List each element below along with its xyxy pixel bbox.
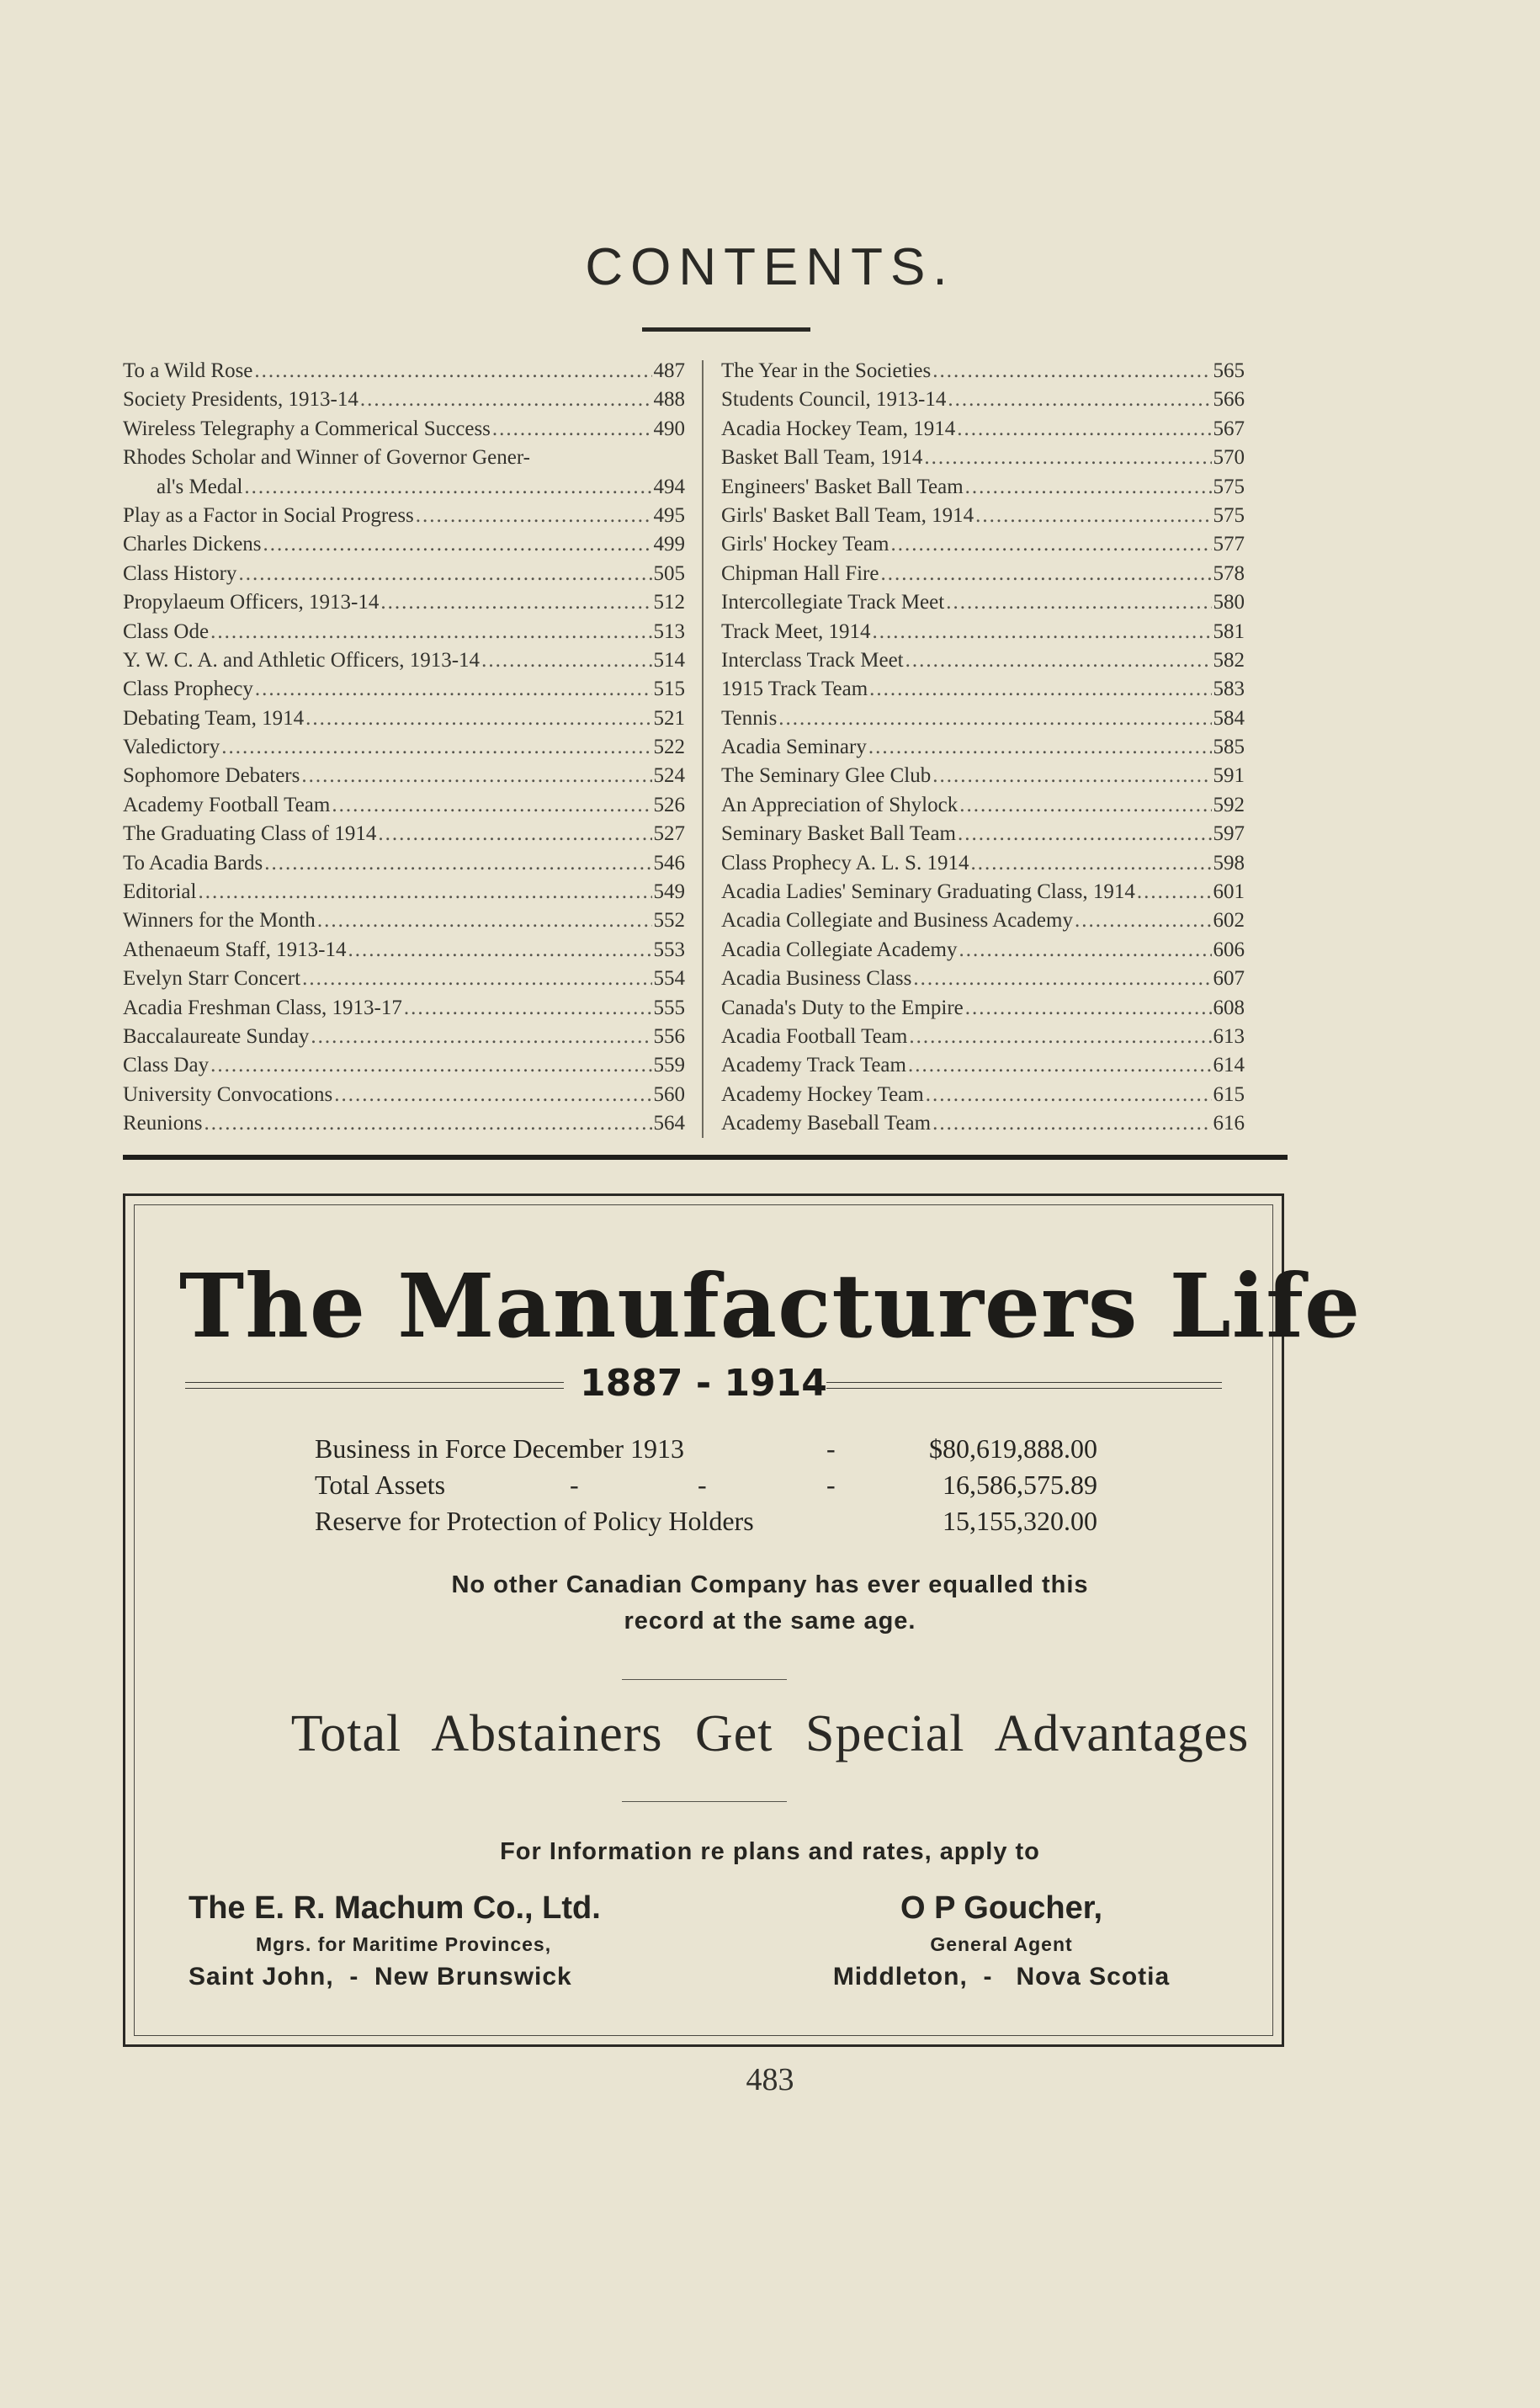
agent-left <box>189 1887 601 1995</box>
toc-entry-title: Girls' Basket Ball Team, 1914 <box>721 503 974 527</box>
toc-entry <box>721 473 1245 502</box>
toc-entry-title: Acadia Collegiate Academy <box>721 938 958 961</box>
toc-entry <box>721 560 1245 588</box>
ad-divider <box>622 1801 787 1802</box>
toc-leader-dots <box>244 473 651 502</box>
toc-leader-dots <box>492 415 652 444</box>
toc-entry-title: Sophomore Debaters <box>123 764 300 788</box>
toc-entry <box>721 1081 1245 1109</box>
toc-entry <box>123 444 685 472</box>
toc-entry-title: Chipman Hall Fire <box>721 561 879 585</box>
toc-entry-title: To a Wild Rose <box>123 359 253 382</box>
agent-role: Mgrs. for Maritime Provinces, <box>256 1933 552 1955</box>
toc-entry-title: Class Prophecy A. L. S. 1914 <box>721 851 969 874</box>
toc-entry-page: 602 <box>1213 909 1245 933</box>
toc-entry <box>123 560 685 588</box>
toc-entry-title: Class Ode <box>123 619 210 643</box>
toc-entry-page: 549 <box>653 880 685 904</box>
ad-title: The Manufacturers Life <box>178 1254 1362 1358</box>
toc-entry <box>123 1023 685 1051</box>
stat-row <box>315 1503 1106 1539</box>
toc-entry-page: 552 <box>653 909 685 933</box>
toc-leader-dots <box>932 762 1211 790</box>
toc-leader-dots <box>380 588 651 617</box>
toc-entry-title: Academy Hockey Team <box>721 1082 924 1106</box>
toc-entry-title: Y. W. C. A. and Athletic Officers, 1913-14 <box>123 648 481 672</box>
toc-entry-title: Engineers' Basket Ball Team <box>721 475 964 498</box>
toc-left-column <box>123 357 685 1139</box>
toc-leader-dots <box>210 1051 651 1080</box>
toc-entry <box>721 646 1245 675</box>
stat-value: $80,619,888.00 <box>929 1433 1097 1464</box>
toc-entry <box>721 849 1245 878</box>
toc-entry-page: 575 <box>1213 475 1245 498</box>
toc-entry <box>721 965 1245 993</box>
stat-row <box>315 1431 1106 1467</box>
toc-leader-dots <box>908 1051 1212 1080</box>
toc-leader-dots <box>264 849 651 878</box>
toc-entry-title: Debating Team, 1914 <box>123 706 305 730</box>
ad-years: 1887 - 1914 <box>580 1362 827 1405</box>
toc-entry <box>123 762 685 790</box>
toc-leader-dots <box>254 357 651 385</box>
page-number: 483 <box>746 2062 794 2097</box>
toc-entry <box>123 994 685 1023</box>
toc-leader-dots <box>965 473 1212 502</box>
toc-leader-dots <box>404 994 652 1023</box>
toc-right-column <box>721 357 1245 1139</box>
toc-entry-title: The Graduating Class of 1914 <box>123 822 377 846</box>
toc-leader-dots <box>965 994 1212 1023</box>
toc-leader-dots <box>481 646 651 675</box>
stat-dash: - <box>826 1433 836 1464</box>
toc-leader-dots <box>1075 906 1212 935</box>
toc-leader-dots <box>932 1109 1211 1138</box>
toc-entry <box>721 618 1245 646</box>
agent-role: General Agent <box>930 1933 1073 1955</box>
agent-right <box>783 1887 1220 1995</box>
toc-entry-page: 566 <box>1213 388 1245 412</box>
toc-entry-title: Editorial <box>123 880 197 904</box>
toc-entry-title: Academy Football Team <box>123 793 331 816</box>
toc-entry <box>721 1109 1245 1138</box>
toc-entry-title: Interclass Track Meet <box>721 648 904 672</box>
toc-entry-page: 524 <box>653 764 685 788</box>
toc-leader-dots <box>909 1023 1211 1051</box>
toc-entry-page: 499 <box>653 533 685 556</box>
toc-entry-page: 577 <box>1213 533 1245 556</box>
stat-value: 15,155,320.00 <box>943 1506 1097 1536</box>
toc-leader-dots <box>334 1081 651 1109</box>
toc-entry-title: Acadia Freshman Class, 1913-17 <box>123 996 402 1019</box>
stat-dash: - <box>826 1470 836 1500</box>
ad-years-banner <box>185 1362 1222 1409</box>
toc-entry <box>721 1023 1245 1051</box>
toc-entry-title: Academy Baseball Team <box>721 1112 932 1135</box>
toc-entry-title: Propylaeum Officers, 1913-14 <box>123 591 380 614</box>
toc-entry-page: 567 <box>1213 417 1245 440</box>
stat-dash: - <box>698 1470 707 1500</box>
toc-entry <box>721 791 1245 820</box>
toc-leader-dots <box>378 820 651 848</box>
toc-entry <box>123 357 685 385</box>
toc-entry-page: 598 <box>1213 851 1245 874</box>
toc-entry-title: Track Meet, 1914 <box>721 619 871 643</box>
toc-leader-dots <box>255 675 652 704</box>
toc-entry-title: Intercollegiate Track Meet <box>721 591 945 614</box>
toc-entry <box>123 618 685 646</box>
toc-entry-title: Acadia Ladies' Seminary Graduating Class, 1914 <box>721 880 1135 904</box>
toc-entry-title: Acadia Hockey Team, 1914 <box>721 417 956 440</box>
toc-entry-title: Play as a Factor in Social Progress <box>123 503 414 527</box>
toc-leader-dots <box>959 936 1211 965</box>
toc-entry-page: 585 <box>1213 736 1245 759</box>
toc-entry-title: Tennis <box>721 706 778 730</box>
toc-entry <box>721 1051 1245 1080</box>
toc-entry <box>123 1109 685 1138</box>
toc-entry-title: Rhodes Scholar and Winner of Governor Gener- <box>123 446 530 470</box>
toc-entry <box>721 675 1245 704</box>
toc-entry <box>123 588 685 617</box>
toc-entry-title: Class History <box>123 561 237 585</box>
notice-line: No other Canadian Company has ever equalled this <box>451 1571 1089 1598</box>
stat-label: Total Assets <box>315 1470 446 1500</box>
stat-label: Business in Force December 1913 <box>315 1433 685 1464</box>
toc-entry <box>123 820 685 848</box>
toc-leader-dots <box>317 906 652 935</box>
toc-leader-dots <box>348 936 651 965</box>
toc-entry-page: 575 <box>1213 503 1245 527</box>
toc-leader-dots <box>1137 878 1212 906</box>
toc-entry-title: An Appreciation of Shylock <box>721 793 959 816</box>
toc-entry-title: Winners for the Month <box>123 909 316 933</box>
toc-leader-dots <box>778 704 1211 733</box>
toc-entry <box>721 385 1245 414</box>
toc-leader-dots <box>204 1109 651 1138</box>
stat-value: 16,586,575.89 <box>943 1470 1097 1500</box>
toc-entry <box>721 357 1245 385</box>
toc-entry-page: 581 <box>1213 619 1245 643</box>
toc-entry-page: 606 <box>1213 938 1245 961</box>
toc-leader-dots <box>301 762 651 790</box>
toc-entry-page: 570 <box>1213 446 1245 470</box>
toc-entry-page: 521 <box>653 706 685 730</box>
toc-entry-page: 488 <box>653 388 685 412</box>
toc-entry-page: 512 <box>653 591 685 614</box>
toc-entry-title: Athenaeum Staff, 1913-14 <box>123 938 347 961</box>
toc-entry <box>123 675 685 704</box>
toc-entry <box>721 530 1245 559</box>
toc-entry <box>123 1051 685 1080</box>
toc-entry-title: Acadia Collegiate and Business Academy <box>721 909 1073 933</box>
toc-entry-title: Acadia Football Team <box>721 1024 908 1048</box>
agent-place: Saint John, - New Brunswick <box>189 1963 572 1991</box>
toc-entry-title: Acadia Business Class <box>721 967 912 991</box>
toc-leader-dots <box>416 502 652 530</box>
toc-leader-dots <box>946 588 1211 617</box>
toc-entry-title: Class Day <box>123 1054 210 1077</box>
toc-leader-dots <box>948 385 1211 414</box>
toc-entry-page: 555 <box>653 996 685 1019</box>
toc-leader-dots <box>302 965 651 993</box>
toc-entry-title: Academy Track Team <box>721 1054 906 1077</box>
toc-entry-page: 559 <box>653 1054 685 1077</box>
agent-name: O P Goucher, <box>900 1890 1103 1926</box>
toc-entry-title: Society Presidents, 1913-14 <box>123 388 358 412</box>
toc-leader-dots <box>905 646 1212 675</box>
toc-entry <box>721 502 1245 530</box>
toc-entry-title: Students Council, 1913-14 <box>721 388 947 412</box>
toc-entry-page: 616 <box>1213 1112 1245 1135</box>
toc-entry-page: 546 <box>653 851 685 874</box>
toc-entry-page: 513 <box>653 619 685 643</box>
toc-entry-page: 613 <box>1213 1024 1245 1048</box>
toc-entry-title: Acadia Seminary <box>721 736 867 759</box>
toc-entry <box>123 733 685 762</box>
toc-leader-dots <box>238 560 651 588</box>
toc-leader-dots <box>890 530 1211 559</box>
toc-leader-dots <box>913 965 1211 993</box>
toc-entry-page: 607 <box>1213 967 1245 991</box>
toc-leader-dots <box>975 502 1211 530</box>
toc-entry <box>721 762 1245 790</box>
toc-entry <box>721 588 1245 617</box>
agent-place: Middleton, - Nova Scotia <box>832 1963 1171 1991</box>
toc-entry-page: 592 <box>1213 793 1245 816</box>
toc-entry <box>123 1081 685 1109</box>
toc-leader-dots <box>868 733 1212 762</box>
toc-entry-page: 487 <box>653 359 685 382</box>
toc-entry <box>721 415 1245 444</box>
toc-leader-dots <box>221 733 651 762</box>
heading-underline <box>642 327 810 332</box>
toc-entry-page: 608 <box>1213 996 1245 1019</box>
toc-entry-page: 560 <box>653 1082 685 1106</box>
ad-info-line: For Information re plans and rates, apply to <box>500 1838 1040 1865</box>
toc-entry-title: Class Prophecy <box>123 678 253 701</box>
toc-entry <box>123 878 685 906</box>
toc-entry-title: Charles Dickens <box>123 533 262 556</box>
ad-abstainers-line: Total Abstainers Get Special Advantages <box>290 1705 1250 1762</box>
toc-entry-title: The Seminary Glee Club <box>721 764 932 788</box>
notice-line: record at the same age. <box>624 1608 916 1635</box>
toc-leader-dots <box>210 618 651 646</box>
toc-leader-dots <box>332 791 651 820</box>
toc-leader-dots <box>305 704 651 733</box>
toc-entry <box>721 906 1245 935</box>
toc-entry <box>123 936 685 965</box>
stat-row <box>315 1467 1106 1503</box>
toc-entry-title: 1915 Track Team <box>721 678 868 701</box>
toc-entry-page: 601 <box>1213 880 1245 904</box>
toc-entry-page: 597 <box>1213 822 1245 846</box>
toc-leader-dots <box>311 1023 651 1051</box>
toc-entry <box>123 791 685 820</box>
toc-entry-title: Evelyn Starr Concert <box>123 967 301 991</box>
toc-entry-page: 583 <box>1213 678 1245 701</box>
contents-heading: CONTENTS. <box>585 238 955 296</box>
toc-entry-title: The Year in the Societies <box>721 359 932 382</box>
toc-entry-title: Wireless Telegraphy a Commerical Success <box>123 417 491 440</box>
toc-entry <box>123 473 685 502</box>
stat-dash: - <box>570 1470 579 1500</box>
toc-entry-page: 615 <box>1213 1082 1245 1106</box>
stat-label: Reserve for Protection of Policy Holders <box>315 1506 754 1536</box>
toc-entry-page: 526 <box>653 793 685 816</box>
toc-leader-dots <box>869 675 1211 704</box>
agent-name: The E. R. Machum Co., Ltd. <box>189 1890 601 1926</box>
toc-column-divider <box>702 360 704 1138</box>
toc-entry-page: 490 <box>653 417 685 440</box>
toc-leader-dots <box>926 1081 1212 1109</box>
toc-entry-page: 556 <box>653 1024 685 1048</box>
toc-leader-dots <box>360 385 652 414</box>
toc-leader-dots <box>924 444 1211 472</box>
toc-entry-page: 580 <box>1213 591 1245 614</box>
toc-entry-title: Seminary Basket Ball Team <box>721 822 956 846</box>
toc-entry-page: 565 <box>1213 359 1245 382</box>
toc-entry-title: Canada's Duty to the Empire <box>721 996 964 1019</box>
toc-entry-title: Valedictory <box>123 736 220 759</box>
toc-leader-dots <box>880 560 1211 588</box>
toc-entry-title: To Acadia Bards <box>123 851 263 874</box>
toc-entry-page: 505 <box>653 561 685 585</box>
ad-notice <box>0 1567 1540 1640</box>
toc-entry-page: 514 <box>653 648 685 672</box>
toc-entry <box>123 385 685 414</box>
toc-entry <box>123 415 685 444</box>
toc-leader-dots <box>873 618 1212 646</box>
toc-entry-title: University Convocations <box>123 1082 333 1106</box>
toc-entry <box>123 646 685 675</box>
toc-entry-page: 614 <box>1213 1054 1245 1077</box>
toc-entry-page: 527 <box>653 822 685 846</box>
toc-entry-title: Basket Ball Team, 1914 <box>721 446 923 470</box>
toc-entry <box>123 530 685 559</box>
toc-leader-dots <box>957 415 1211 444</box>
toc-entry-page: 582 <box>1213 648 1245 672</box>
toc-entry <box>721 936 1245 965</box>
toc-entry-page: 578 <box>1213 561 1245 585</box>
toc-entry <box>123 965 685 993</box>
toc-entry-page: 495 <box>653 503 685 527</box>
toc-entry-title: Reunions <box>123 1112 203 1135</box>
toc-entry <box>123 849 685 878</box>
toc-entry-page: 553 <box>653 938 685 961</box>
toc-entry <box>721 733 1245 762</box>
toc-entry <box>721 704 1245 733</box>
toc-entry <box>123 502 685 530</box>
toc-entry <box>721 820 1245 848</box>
banner-rule-right <box>826 1382 1222 1389</box>
toc-entry <box>721 444 1245 472</box>
toc-entry-page: 584 <box>1213 706 1245 730</box>
toc-entry-title: Baccalaureate Sunday <box>123 1024 310 1048</box>
ad-stats-table <box>315 1431 1106 1539</box>
toc-entry <box>123 906 685 935</box>
ad-divider <box>622 1679 787 1680</box>
toc-leader-dots <box>263 530 652 559</box>
toc-entry-title: Girls' Hockey Team <box>721 533 889 556</box>
toc-entry-page: 515 <box>653 678 685 701</box>
toc-leader-dots <box>932 357 1211 385</box>
toc-entry-page: 494 <box>653 475 685 498</box>
toc-entry-page: 554 <box>653 967 685 991</box>
toc-entry-page: 591 <box>1213 764 1245 788</box>
toc-entry-page: 522 <box>653 736 685 759</box>
toc-entry-title: al's Medal <box>157 475 243 498</box>
section-rule <box>123 1155 1288 1160</box>
toc-leader-dots <box>198 878 651 906</box>
toc-entry-page: 564 <box>653 1112 685 1135</box>
toc-entry <box>123 704 685 733</box>
toc-leader-dots <box>958 820 1212 848</box>
toc-leader-dots <box>970 849 1211 878</box>
toc-entry <box>721 878 1245 906</box>
toc-entry <box>721 994 1245 1023</box>
toc-leader-dots <box>959 791 1211 820</box>
